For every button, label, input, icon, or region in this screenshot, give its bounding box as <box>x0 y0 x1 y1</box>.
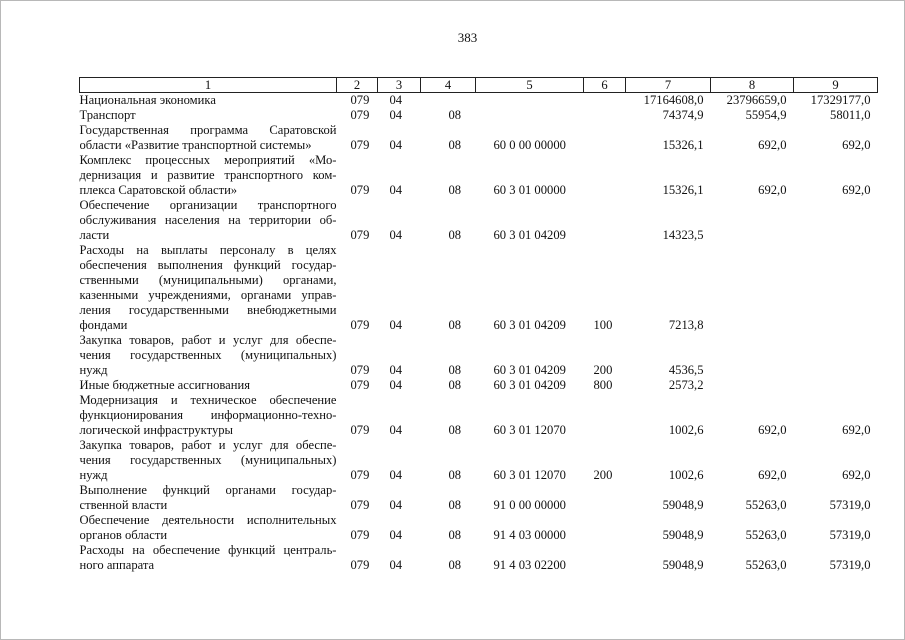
description-line: ления государственными внебюджетными <box>79 303 337 317</box>
description-line: Модернизация и техническое обеспечение <box>79 393 337 407</box>
description-line: нужд <box>79 468 108 482</box>
row-description <box>80 108 337 123</box>
row-description <box>80 93 337 109</box>
amount-col-8: 692,0 <box>758 468 787 482</box>
table-row <box>80 153 878 198</box>
table-row <box>80 438 878 483</box>
target-article-code: 60 3 01 12070 <box>493 468 566 482</box>
section-code: 04 <box>389 528 403 542</box>
section-code: 04 <box>389 363 403 377</box>
description-line: Комплекс процессных мероприятий «Мо- <box>79 153 337 167</box>
amount-col-9: 692,0 <box>842 468 871 482</box>
subsection-code: 08 <box>448 528 462 542</box>
subsection-code <box>421 93 476 109</box>
row-description <box>80 513 337 543</box>
amount-col-8: 692,0 <box>758 183 787 197</box>
amount-col-7: 14323,5 <box>662 228 704 242</box>
amount-col-7: 74374,9 <box>662 108 704 122</box>
description-line: плекса Саратовской области» <box>79 183 238 197</box>
amount-col-8: 55954,9 <box>745 108 787 122</box>
table-row <box>80 198 878 243</box>
description-line: ного аппарата <box>79 558 155 572</box>
description-line: дернизация и развитие транспортного ком- <box>79 168 337 182</box>
table-row <box>80 543 878 573</box>
table-row <box>80 513 878 543</box>
expense-type-code <box>584 393 626 438</box>
target-article-code: 60 3 01 04209 <box>493 378 566 392</box>
amount-col-7: 1002,6 <box>668 468 704 482</box>
description-line: ственными (муниципальными) органами, <box>79 273 337 287</box>
row-description <box>80 378 337 393</box>
target-article-code <box>476 93 584 109</box>
amount-col-9 <box>794 198 878 243</box>
column-header-9: 9 <box>794 78 878 93</box>
target-article-code: 60 3 01 00000 <box>493 183 566 197</box>
amount-col-8 <box>711 378 794 393</box>
amount-col-7: 1002,6 <box>668 423 704 437</box>
expense-type-code <box>584 513 626 543</box>
amount-col-9: 58011,0 <box>830 108 871 122</box>
subsection-code: 08 <box>448 228 462 242</box>
amount-col-9: 57319,0 <box>829 558 871 572</box>
column-header-7: 7 <box>626 78 711 93</box>
ministry-code: 079 <box>350 528 370 542</box>
target-article-code: 60 3 01 04209 <box>493 318 566 332</box>
expense-type-code <box>584 123 626 153</box>
subsection-code: 08 <box>448 498 462 512</box>
column-header-3: 3 <box>378 78 421 93</box>
page-number: 383 <box>457 30 478 45</box>
row-description <box>80 123 337 153</box>
header-row <box>80 78 878 93</box>
row-description <box>80 333 337 378</box>
section-code: 04 <box>389 93 403 107</box>
table-row <box>80 243 878 333</box>
description-line: Транспорт <box>79 108 136 122</box>
amount-col-9 <box>794 333 878 378</box>
section-code: 04 <box>389 228 403 242</box>
amount-col-8 <box>711 198 794 243</box>
amount-col-7: 59048,9 <box>662 498 704 512</box>
amount-col-9: 692,0 <box>842 138 871 152</box>
ministry-code: 079 <box>350 558 370 572</box>
ministry-code: 079 <box>350 498 370 512</box>
section-code: 04 <box>389 138 403 152</box>
amount-col-8: 692,0 <box>758 138 787 152</box>
amount-col-7: 15326,1 <box>662 138 704 152</box>
column-header-1: 1 <box>80 78 337 93</box>
section-code: 04 <box>389 183 403 197</box>
description-line: области «Развитие транспортной системы» <box>79 138 312 152</box>
amount-col-8: 55263,0 <box>745 558 787 572</box>
amount-col-8: 55263,0 <box>745 528 787 542</box>
expense-type-code <box>584 93 626 109</box>
amount-col-8: 23796659,0 <box>726 93 787 107</box>
subsection-code: 08 <box>448 423 462 437</box>
column-header-4: 4 <box>421 78 476 93</box>
table-row <box>80 108 878 123</box>
expense-type-code <box>584 543 626 573</box>
row-description <box>80 393 337 438</box>
row-description <box>80 198 337 243</box>
column-header-8: 8 <box>711 78 794 93</box>
column-header-2: 2 <box>337 78 378 93</box>
description-line: обслуживания населения на территории об- <box>79 213 337 227</box>
target-article-code: 60 3 01 12070 <box>493 423 566 437</box>
table-row <box>80 483 878 513</box>
ministry-code: 079 <box>350 228 370 242</box>
description-line: ственной власти <box>79 498 168 512</box>
target-article-code: 60 3 01 04209 <box>493 363 566 377</box>
description-line: Обеспечение деятельности исполнительных <box>79 513 337 527</box>
target-article-code: 91 4 03 00000 <box>493 528 566 542</box>
amount-col-9 <box>794 243 878 333</box>
expense-type-code <box>584 108 626 123</box>
amount-col-7: 4536,5 <box>668 363 704 377</box>
amount-col-9 <box>794 378 878 393</box>
ministry-code: 079 <box>350 93 370 107</box>
expense-type-code: 200 <box>593 468 613 482</box>
subsection-code: 08 <box>448 108 462 122</box>
description-line: нужд <box>79 363 108 377</box>
amount-col-7: 17164608,0 <box>643 93 704 107</box>
amount-col-9: 692,0 <box>842 183 871 197</box>
target-article-code: 91 0 00 00000 <box>493 498 566 512</box>
description-line: казенными учреждениями, органами управ- <box>79 288 337 302</box>
subsection-code: 08 <box>448 468 462 482</box>
description-line: чения государственных (муниципальных) <box>79 348 337 362</box>
row-description <box>80 438 337 483</box>
target-article-code: 60 3 01 04209 <box>493 228 566 242</box>
description-line: функционирования информационно-техно- <box>79 408 337 422</box>
section-code: 04 <box>389 318 403 332</box>
ministry-code: 079 <box>350 363 370 377</box>
amount-col-9: 17329177,0 <box>810 93 871 107</box>
ministry-code: 079 <box>350 468 370 482</box>
table-row <box>80 333 878 378</box>
amount-col-7: 7213,8 <box>668 318 704 332</box>
amount-col-9: 57319,0 <box>829 498 871 512</box>
expense-type-code: 200 <box>593 363 613 377</box>
expense-type-code <box>584 198 626 243</box>
subsection-code: 08 <box>448 318 462 332</box>
subsection-code: 08 <box>448 378 462 392</box>
target-article-code <box>476 108 584 123</box>
ministry-code: 079 <box>350 423 370 437</box>
row-description <box>80 243 337 333</box>
amount-col-9: 57319,0 <box>829 528 871 542</box>
description-line: обеспечения выполнения функций государ- <box>79 258 337 272</box>
table-row <box>80 93 878 109</box>
description-line: Закупка товаров, работ и услуг для обеспе- <box>79 333 337 347</box>
description-line: Обеспечение организации транспортного <box>79 198 337 212</box>
section-code: 04 <box>389 423 403 437</box>
table-row <box>80 393 878 438</box>
description-line: Расходы на обеспечение функций централь- <box>79 543 337 557</box>
section-code: 04 <box>389 558 403 572</box>
expense-type-code: 800 <box>593 378 613 392</box>
ministry-code: 079 <box>350 138 370 152</box>
description-line: фондами <box>79 318 128 332</box>
subsection-code: 08 <box>448 363 462 377</box>
amount-col-7: 59048,9 <box>662 558 704 572</box>
section-code: 04 <box>389 108 403 122</box>
row-description <box>80 543 337 573</box>
description-line: Государственная программа Саратовской <box>79 123 337 137</box>
section-code: 04 <box>389 378 403 392</box>
row-description <box>80 153 337 198</box>
ministry-code: 079 <box>350 183 370 197</box>
subsection-code: 08 <box>448 138 462 152</box>
description-line: Национальная экономика <box>79 93 216 107</box>
expense-type-code <box>584 153 626 198</box>
description-line: Иные бюджетные ассигнования <box>79 378 251 392</box>
amount-col-8: 692,0 <box>758 423 787 437</box>
amount-col-9: 692,0 <box>842 423 871 437</box>
description-line: ласти <box>79 228 110 242</box>
expense-type-code <box>584 483 626 513</box>
amount-col-8: 55263,0 <box>745 498 787 512</box>
column-header-5: 5 <box>476 78 584 93</box>
subsection-code: 08 <box>448 558 462 572</box>
description-line: логической инфраструктуры <box>79 423 234 437</box>
budget-table <box>79 77 878 573</box>
table-row <box>80 378 878 393</box>
section-code: 04 <box>389 498 403 512</box>
amount-col-7: 59048,9 <box>662 528 704 542</box>
description-line: Закупка товаров, работ и услуг для обеспе- <box>79 438 337 452</box>
description-line: чения государственных (муниципальных) <box>79 453 337 467</box>
ministry-code: 079 <box>350 378 370 392</box>
description-line: Выполнение функций органами государ- <box>79 483 337 497</box>
row-description <box>80 483 337 513</box>
subsection-code: 08 <box>448 183 462 197</box>
ministry-code: 079 <box>350 318 370 332</box>
description-line: органов области <box>79 528 168 542</box>
column-header-6: 6 <box>584 78 626 93</box>
description-line: Расходы на выплаты персоналу в целях <box>79 243 337 257</box>
ministry-code: 079 <box>350 108 370 122</box>
section-code: 04 <box>389 468 403 482</box>
amount-col-7: 2573,2 <box>668 378 704 392</box>
table-row <box>80 123 878 153</box>
target-article-code: 91 4 03 02200 <box>493 558 566 572</box>
target-article-code: 60 0 00 00000 <box>493 138 566 152</box>
amount-col-7: 15326,1 <box>662 183 704 197</box>
expense-type-code: 100 <box>593 318 613 332</box>
amount-col-8 <box>711 243 794 333</box>
amount-col-8 <box>711 333 794 378</box>
